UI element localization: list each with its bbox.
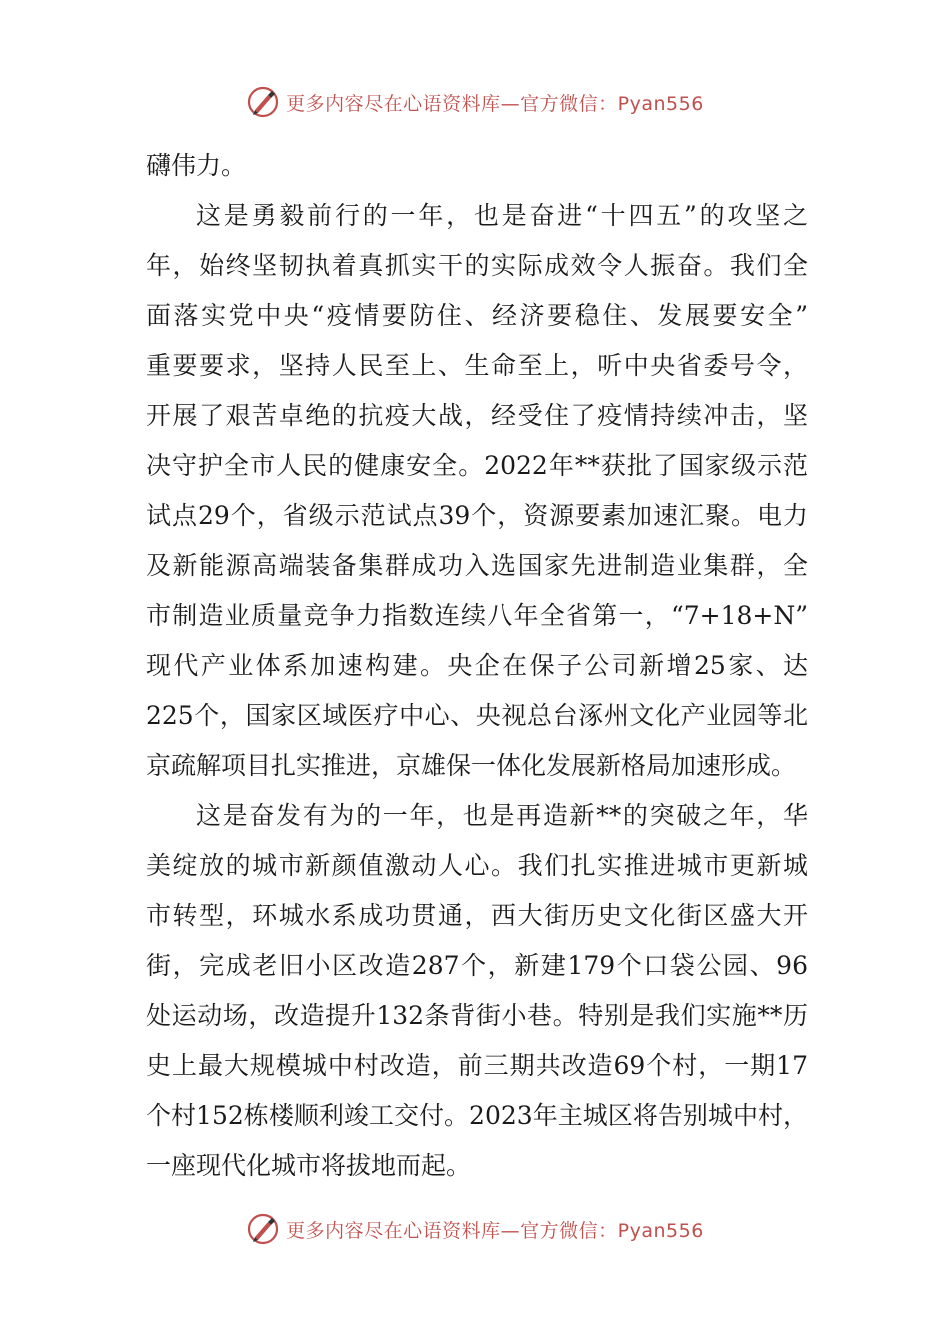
text-line: 史上最大规模城中村改造，前三期共改造69个村，一期17 <box>146 1051 808 1080</box>
text-line: 市转型，环城水系成功贯通，西大街历史文化街区盛大开 <box>146 901 808 930</box>
text-line: 及新能源高端装备集群成功入选国家先进制造业集群，全 <box>146 551 808 580</box>
text-line: 礴伟力。 <box>146 151 247 180</box>
text-line: 225个，国家区域医疗中心、央视总台涿州文化产业园等北 <box>146 701 808 730</box>
header-banner-text: 更多内容尽在心语资料库—官方微信：Pyan556 <box>286 92 704 115</box>
text-line: 重要要求，坚持人民至上、生命至上，听中央省委号令， <box>146 351 808 380</box>
footer-banner <box>0 1209 950 1249</box>
text-line: 年，始终坚韧执着真抓实干的实际成效令人振奋。我们全 <box>146 251 808 280</box>
paragraph-1 <box>146 141 808 191</box>
text-line: 这是勇毅前行的一年，也是奋进“十四五”的攻坚之 <box>196 201 808 230</box>
text-line: 街，完成老旧小区改造287个，新建179个口袋公园、96 <box>146 951 808 980</box>
text-line: 决守护全市人民的健康安全。2022年**获批了国家级示范 <box>146 451 808 480</box>
text-line: 现代产业体系加速构建。央企在保子公司新增25家、达 <box>146 651 808 680</box>
paragraph-3 <box>146 791 808 1191</box>
text-line: 开展了艰苦卓绝的抗疫大战，经受住了疫情持续冲击，坚 <box>146 401 808 430</box>
document-body <box>146 141 808 1191</box>
paragraph-2 <box>146 191 808 791</box>
footer-banner-text: 更多内容尽在心语资料库—官方微信：Pyan556 <box>286 1219 704 1242</box>
pen-logo-icon <box>246 85 280 119</box>
text-line: 一座现代化城市将拔地而起。 <box>146 1151 472 1180</box>
text-line: 个村152栋楼顺利竣工交付。2023年主城区将告别城中村， <box>146 1101 808 1130</box>
header-banner <box>0 82 950 122</box>
text-line: 试点29个，省级示范试点39个，资源要素加速汇聚。电力 <box>146 501 808 530</box>
text-line: 京疏解项目扎实推进，京雄保一体化发展新格局加速形成。 <box>146 751 797 780</box>
pen-logo-icon <box>246 1212 280 1246</box>
text-line: 市制造业质量竞争力指数连续八年全省第一，“7+18+N” <box>146 601 808 630</box>
text-line: 处运动场，改造提升132条背街小巷。特别是我们实施**历 <box>146 1001 808 1030</box>
text-line: 面落实党中央“疫情要防住、经济要稳住、发展要安全” <box>146 301 808 330</box>
text-line: 这是奋发有为的一年，也是再造新**的突破之年，华 <box>196 801 808 830</box>
text-line: 美绽放的城市新颜值激动人心。我们扎实推进城市更新城 <box>146 851 808 880</box>
